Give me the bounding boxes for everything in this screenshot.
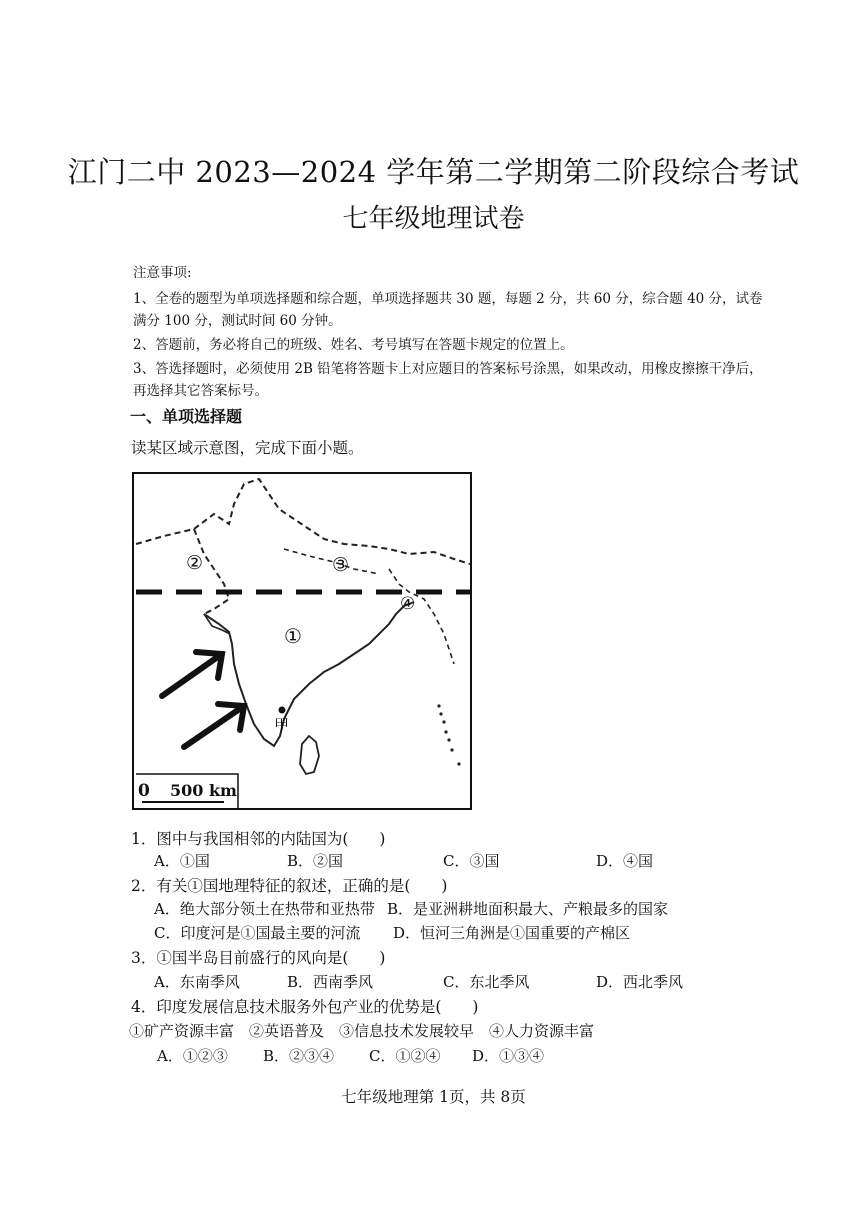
map-label-2: ② bbox=[186, 552, 204, 574]
map-label-1: ① bbox=[284, 624, 302, 648]
page-footer: 七年级地理第 1页，共 8页 bbox=[341, 1088, 526, 1106]
scale-zero: 0 bbox=[138, 781, 150, 801]
notice-item-1-line-2: 满分 100 分，测试时间 60 分钟。 bbox=[133, 313, 342, 329]
q3-option-c: C．东北季风 bbox=[443, 973, 530, 991]
wind-arrow-1 bbox=[162, 652, 222, 696]
q4-items: ①矿产资源丰富 ②英语普及 ③信息技术发展较早 ④人力资源丰富 bbox=[129, 1022, 595, 1040]
notice-item-1-line-1: 1、全卷的题型为单项选择题和综合题，单项选择题共 30 题，每题 2 分，共 60 分，综合题 40 分，试卷 bbox=[133, 291, 763, 307]
q3-option-a: A．东南季风 bbox=[154, 973, 240, 991]
wind-arrow-2 bbox=[184, 704, 244, 747]
section-heading: 一、单项选择题 bbox=[130, 407, 243, 426]
region-map bbox=[132, 472, 472, 810]
q2-option-c: C．印度河是①国最主要的河流 bbox=[154, 924, 361, 942]
map-label-4: ④ bbox=[400, 594, 416, 614]
q4-option-b: B．②③④ bbox=[263, 1047, 335, 1065]
q3-stem: 3．①国半岛目前盛行的风向是( ) bbox=[131, 949, 386, 967]
exam-title: 江门二中 2023—2024 学年第二学期第二阶段综合考试 bbox=[67, 155, 800, 189]
q3-option-b: B．西南季风 bbox=[287, 973, 374, 991]
q1-option-a: A．①国 bbox=[154, 852, 210, 870]
q2-stem: 2．有关①国地理特征的叙述，正确的是( ) bbox=[131, 877, 448, 895]
map-intro: 读某区域示意图，完成下面小题。 bbox=[131, 439, 364, 457]
map-label-3: ③ bbox=[332, 554, 350, 576]
city-dot bbox=[279, 707, 286, 714]
q1-option-b: B．②国 bbox=[287, 852, 344, 870]
notice-item-2: 2、答题前，务必将自己的班级、姓名、考号填写在答题卡规定的位置上。 bbox=[133, 337, 574, 353]
q4-option-d: D．①③④ bbox=[472, 1047, 545, 1065]
notice-heading: 注意事项: bbox=[133, 265, 192, 281]
q4-option-c: C．①②④ bbox=[369, 1047, 441, 1065]
q2-option-a: A．绝大部分领土在热带和亚热带 bbox=[154, 900, 375, 918]
q1-option-d: D．④国 bbox=[596, 852, 654, 870]
q4-stem: 4．印度发展信息技术服务外包产业的优势是( ) bbox=[131, 998, 479, 1016]
q2-option-b: B．是亚洲耕地面积最大、产粮最多的国家 bbox=[387, 900, 669, 918]
q1-option-c: C．③国 bbox=[443, 852, 500, 870]
exam-subtitle: 七年级地理试卷 bbox=[342, 204, 525, 234]
region-map-drawing bbox=[134, 474, 470, 808]
india-coastline bbox=[204, 602, 414, 746]
q4-option-a: A．①②③ bbox=[157, 1047, 228, 1065]
notice-item-3-line-1: 3、答选择题时，必须使用 2B 铅笔将答题卡上对应题目的答案标号涂黑，如果改动，用橡皮擦擦干净后， bbox=[133, 361, 763, 377]
andaman-islands bbox=[437, 704, 460, 765]
map-label-jia: 甲 bbox=[274, 716, 290, 734]
eastern-border bbox=[389, 569, 454, 664]
scale-label: 500 km bbox=[170, 781, 237, 800]
q1-stem: 1．图中与我国相邻的内陆国为( ) bbox=[131, 830, 386, 848]
notice-item-3-line-2: 再选择其它答案标号。 bbox=[133, 383, 268, 399]
sri-lanka bbox=[300, 736, 319, 774]
q3-option-d: D．西北季风 bbox=[596, 973, 684, 991]
q2-option-d: D．恒河三角洲是①国重要的产棉区 bbox=[393, 924, 631, 942]
